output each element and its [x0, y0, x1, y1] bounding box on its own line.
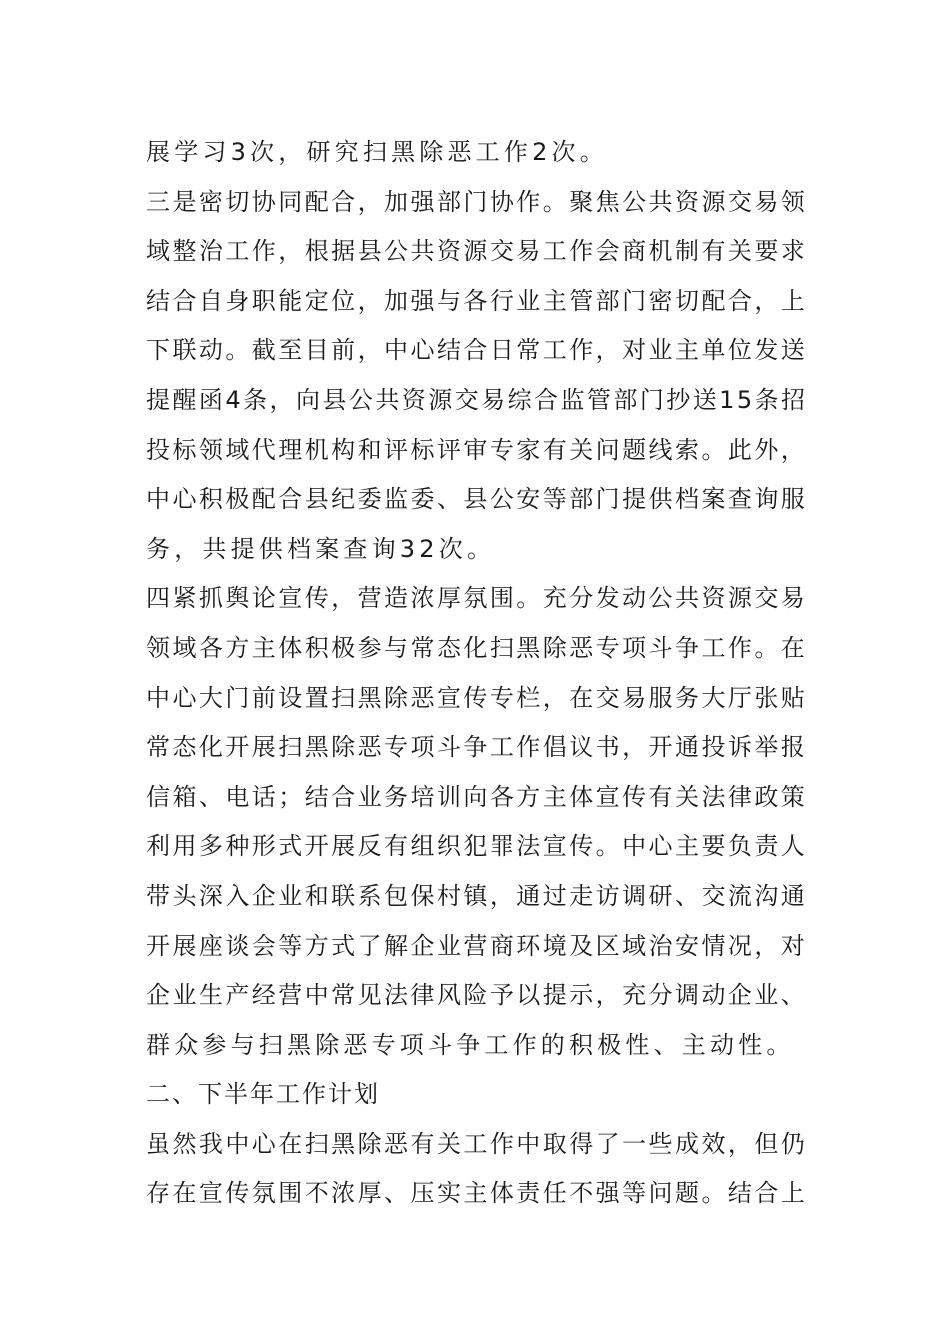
- text-line: 群众参与扫黑除恶专项斗争工作的积极性、主动性。: [146, 1030, 795, 1059]
- text-line: 务，共提供档案查询32次。: [146, 534, 496, 563]
- section-heading: 二、下半年工作计划: [146, 1080, 380, 1109]
- text-line: 中心积极配合县纪委监委、县公安等部门提供档案查询服: [146, 485, 808, 514]
- text-line: 开展座谈会等方式了解企业营商环境及区域治安情况，对: [146, 931, 808, 960]
- text-line: 带头深入企业和联系包保村镇，通过走访调研、交流沟通: [146, 881, 808, 910]
- paragraph-3-start: 三是密切协同配合，加强部门协作。聚焦公共资源交易领: [146, 187, 808, 216]
- text-line: 利用多种形式开展反有组织犯罪法宣传。中心主要负责人: [146, 832, 808, 861]
- text-line: 常态化开展扫黑除恶专项斗争工作倡议书，开通投诉举报: [146, 733, 808, 762]
- text-line: 信箱、电话；结合业务培训向各方主体宣传有关法律政策: [146, 782, 808, 811]
- document-body: [146, 128, 810, 1219]
- text-line: 投标领域代理机构和评标评审专家有关问题线索。此外，: [146, 435, 808, 464]
- text-line: 虽然我中心在扫黑除恶有关工作中取得了一些成效，但仍: [146, 1129, 808, 1158]
- text-line: 展学习3次，研究扫黑除恶工作2次。: [146, 138, 608, 166]
- text-line: 企业生产经营中常见法律风险予以提示，充分调动企业、: [146, 981, 808, 1010]
- text-line: 存在宣传氛围不浓厚、压实主体责任不强等问题。结合上: [146, 1179, 808, 1208]
- text-line: 结合自身职能定位，加强与各行业主管部门密切配合，上: [146, 286, 808, 315]
- text-line: 域整治工作，根据县公共资源交易工作会商机制有关要求: [146, 237, 808, 266]
- text-line: 下联动。截至目前，中心结合日常工作，对业主单位发送: [146, 336, 808, 365]
- text-line: 领域各方主体积极参与常态化扫黑除恶专项斗争工作。在: [146, 633, 808, 662]
- text-line: 提醒函4条，向县公共资源交易综合监管部门抄送15条招: [146, 385, 808, 414]
- paragraph-4-start: 四紧抓舆论宣传，营造浓厚氛围。充分发动公共资源交易: [146, 584, 808, 613]
- text-line: 中心大门前设置扫黑除恶宣传专栏，在交易服务大厅张贴: [146, 683, 808, 712]
